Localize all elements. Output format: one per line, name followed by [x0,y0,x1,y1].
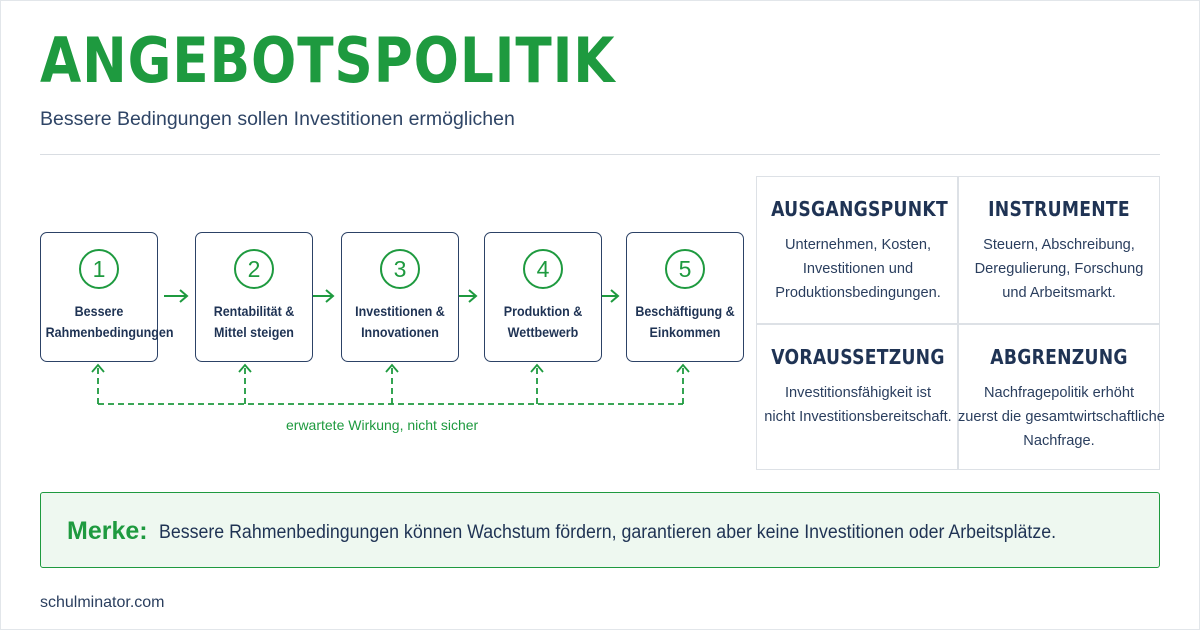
step-box-4 [484,232,602,362]
cell-instrumente [958,197,1160,305]
note-text: Bessere Rahmenbedingungen können Wachstum fördern, garantieren aber keine Investitionen oder Arbeitsplätze. [159,522,1057,543]
cell-heading: INSTRUMENTE [988,197,1130,221]
grid-divider-horizontal [757,323,1159,325]
cell-text: Investitionsfähigkeit ist nicht Investitionsbereitschaft. [764,385,952,425]
step-label-2: Rentabilität & Mittel steigen [213,304,295,340]
cell-abgrenzung [958,345,1165,453]
step-box-2 [195,232,313,362]
step-arrow-1-2 [164,290,187,302]
step-number-4: 4 [523,249,563,289]
cell-voraussetzung [757,345,959,429]
page-subtitle: Bessere Bedingungen sollen Investitionen ermöglichen [40,108,515,130]
step-number-5: 5 [665,249,705,289]
step-arrow-2-3 [310,290,333,302]
step-box-1 [40,232,174,362]
step-box-5 [626,232,744,362]
step-number-1: 1 [79,249,119,289]
step-label-3: Investitionen & Innovationen [355,304,445,340]
page-title: ANGEBOTSPOLITIK [40,24,616,97]
cell-text: Nachfragepolitik erhöht zuerst die gesamtwirtschaftliche Nachfrage. [958,385,1165,449]
step-label-4: Produktion & Wettbewerb [503,304,583,340]
step-label-5: Beschäftigung & Einkommen [635,304,735,340]
step-number-3: 3 [380,249,420,289]
cell-heading: AUSGANGSPUNKT [771,197,948,221]
note-box [40,492,1160,568]
cell-text: Steuern, Abschreibung, Deregulierung, Forschung und Arbeitsmarkt. [974,237,1144,301]
feedback-loop [98,368,683,404]
footer-site: schulminator.com [40,594,165,611]
cell-text: Unternehmen, Kosten, Investitionen und Produktionsbedingungen. [775,237,941,301]
info-grid [756,176,1165,470]
cell-ausgangspunkt [757,197,959,305]
note-label: Merke: [67,517,148,545]
feedback-label: erwartete Wirkung, nicht sicher [286,417,479,433]
step-box-3 [341,232,459,362]
step-number-2: 2 [234,249,274,289]
cell-heading: VORAUSSETZUNG [771,345,945,369]
step-label-1: Bessere Rahmenbedingungen [45,304,174,340]
cell-heading: ABGRENZUNG [990,345,1128,369]
